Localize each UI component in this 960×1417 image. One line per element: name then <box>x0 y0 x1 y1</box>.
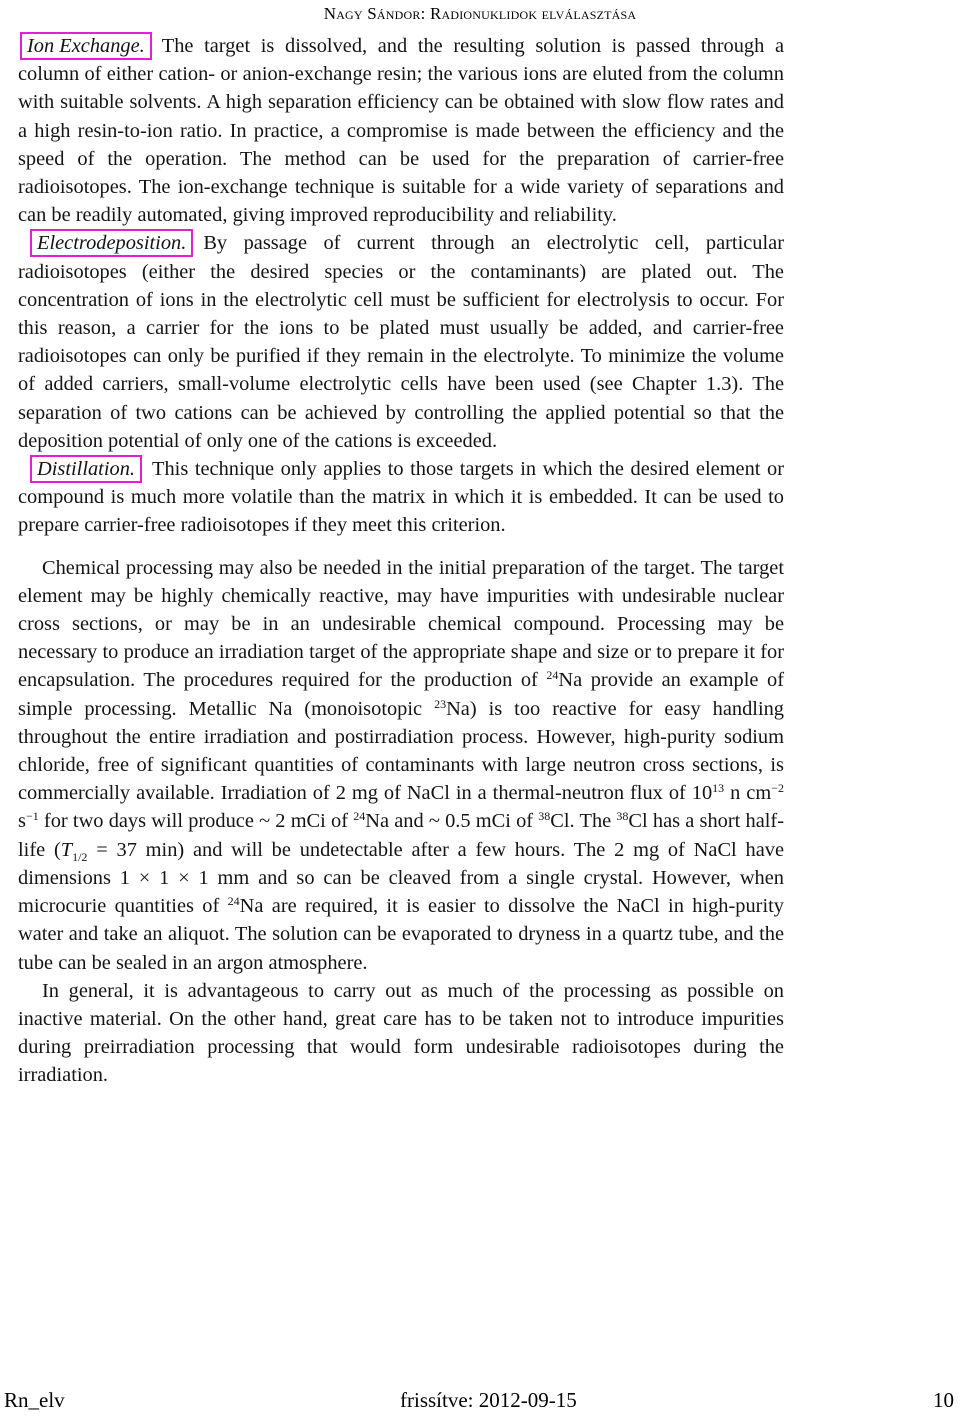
highlighted-term-distillation: Distillation. <box>30 455 142 483</box>
cp-text-5: s <box>18 810 26 833</box>
cp-sup-23: 23 <box>434 696 447 711</box>
footer-document-id: Rn_elv <box>4 1388 65 1412</box>
cp-text-4: n cm <box>724 782 772 805</box>
cp-sup-m1: −1 <box>25 809 39 824</box>
paragraph-ion-exchange <box>18 32 784 229</box>
cp-text-10: = 37 min) and will be undetectable after a few hours. The 2 mg of NaCl have dimensions 1 × 1 × 1 mm and so can be cleaved from a single crystal. However, when microcurie quantities of <box>18 838 784 918</box>
in-general-text: In general, it is advantageous to carry out as much of the processing as possible on inactive material. On the other hand, great care has to be taken not to introduce impurities during preirradiation processing that would form undesirable radioisotopes during the irradiation. <box>18 979 784 1087</box>
electrodeposition-text: By passage of current through an electrolytic cell, particular radioisotopes (either the desired species or the contaminants) are plated out. The concentration of ions in the electrolytic cell must be sufficient for electrolysis to occur. For this reason, a carrier for the ions to be plated must usually be added, and carrier-free radioisotopes can only be purified if they remain in the electrolyte. To minimize the volume of added carriers, small-volume electrolytic cells have been used (see Chapter 1.3). The separation of two cations can be achieved by controlling the applied potential so that the deposition potential of only one of the cations is exceeded. <box>18 232 784 452</box>
highlighted-term-electrodeposition: Electrodeposition. <box>30 229 193 257</box>
cp-sup-24c: 24 <box>227 894 240 909</box>
half-life-symbol: T <box>60 838 73 861</box>
cp-text-11: Na are required, it is easier to dissolve the NaCl in high-purity water and take an aliquot. The solution can be evaporated to dryness in a quartz tube, and the tube can be sealed in an argon atmosphere. <box>18 895 784 974</box>
cp-text-8: Cl. The <box>550 810 617 833</box>
footer-updated-date: frissítve: 2012-09-15 <box>400 1388 577 1412</box>
cp-text-2: Na provide an example of simple processing. Metallic Na (monoisotopic <box>18 669 784 720</box>
cp-text-3: Na) is too reactive for easy handling throughout the entire irradiation and postirradiation process. However, high-purity sodium chloride, free of significant quantities of contaminants with large neutron cross sections, is commercially available. Irradiation of 2 mg of NaCl in a thermal-neutron flux of 10 <box>18 697 784 805</box>
cp-text-6: for two days will produce ~ 2 mCi of <box>38 810 354 833</box>
cp-sup-38b: 38 <box>616 809 629 824</box>
page-footer <box>0 1388 960 1416</box>
cp-sup-m2: −2 <box>771 781 784 796</box>
paragraph-in-general <box>18 977 784 1090</box>
cp-sup-38a: 38 <box>538 809 551 824</box>
cp-text-1: Chemical processing may also be needed in the initial preparation of the target. The target element may be highly chemically reactive, may have impurities with undesirable nuclear cross sections, or may be in an undesirable chemical compound. Processing may be necessary to produce an irradiation target of the appropriate shape and size or to prepare it for encapsulation. The procedures required for the production of <box>18 556 784 692</box>
distillation-text: This technique only applies to those targets in which the desired element or compound is much more volatile than the matrix in which it is embedded. It can be used to prepare carrier-free radioisotopes if they meet this criterion. <box>18 458 784 537</box>
cp-sup-13: 13 <box>712 781 725 796</box>
cp-text-7: Na and ~ 0.5 mCi of <box>365 810 539 833</box>
cp-sup-24a: 24 <box>546 668 559 683</box>
paragraph-chemical-processing <box>18 554 784 977</box>
cp-text-9: Cl has a short half-life ( <box>18 810 784 861</box>
cp-sup-24b: 24 <box>353 809 366 824</box>
scanned-page-text <box>18 32 784 1090</box>
ion-exchange-text: The target is dissolved, and the resulting solution is passed through a column of either cation- or anion-exchange resin; the various ions are eluted from the column with suitable solvents. A high separation efficiency can be obtained with slow flow rates and a high resin-to-ion ratio. In practice, a compromise is made between the efficiency and the speed of the operation. The method can be used for the preparation of carrier-free radioisotopes. The ion-exchange technique is suitable for a wide variety of separations and can be readily automated, giving improved reproducibility and reliability. <box>18 35 784 227</box>
paragraph-distillation <box>18 455 784 540</box>
running-header: Nagy Sándor: Radionuklidok elválasztása <box>323 4 637 23</box>
paragraph-electrodeposition <box>18 229 784 455</box>
half-life-subscript: 1/2 <box>72 849 88 864</box>
footer-page-number: 10 <box>933 1388 954 1412</box>
highlighted-term-ion-exchange: Ion Exchange. <box>20 32 152 60</box>
